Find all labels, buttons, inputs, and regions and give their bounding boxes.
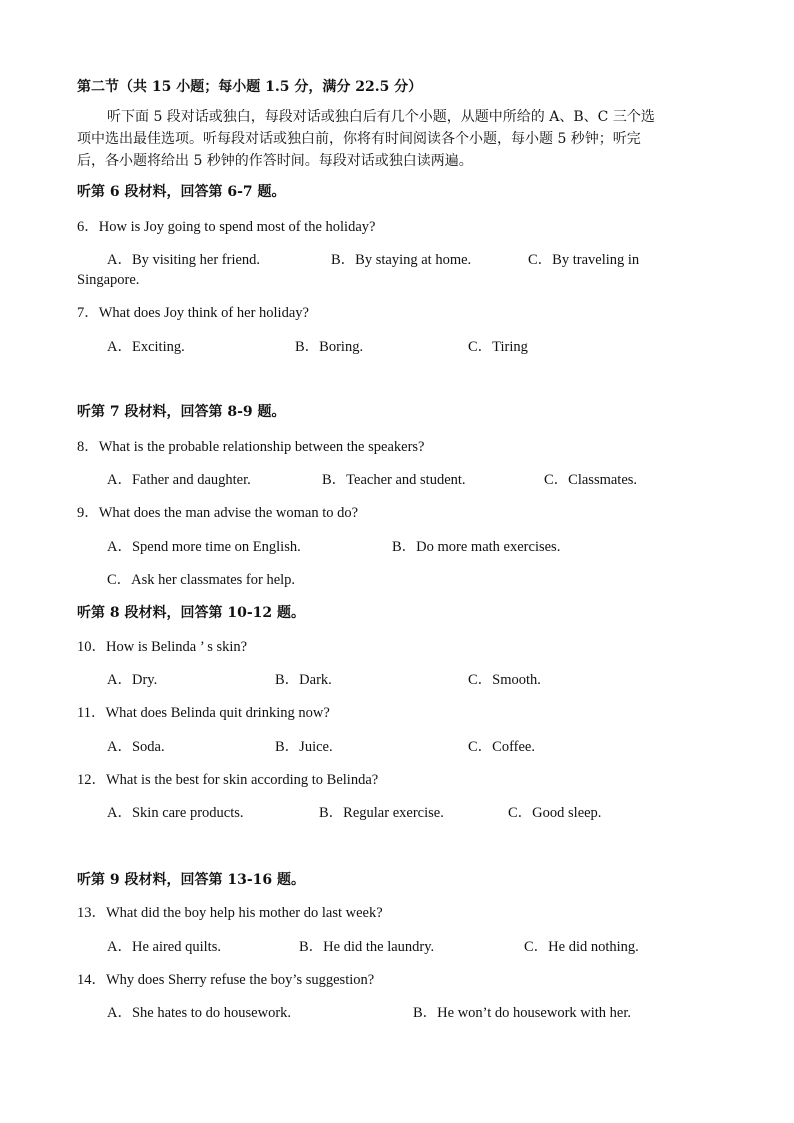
question-6-stem: 6．How is Joy going to spend most of the holiday?: [77, 219, 376, 235]
option-b: B．Do more math exercises.: [392, 539, 561, 555]
option-b: B．Juice.: [275, 739, 333, 755]
option-b: B．He did the laundry.: [299, 939, 435, 955]
option-a: A．Father and daughter.: [107, 472, 251, 488]
option-c: C．Classmates.: [544, 472, 638, 488]
instructions-line-1: 听下面 5 段对话或独白，每段对话或独白后有几个小题，从题中所给的 A、B、C 三个选: [107, 109, 655, 125]
group-header-7: 听第 7 段材料，回答第 8-9 题。: [77, 404, 286, 420]
option-c: C．By traveling in: [528, 252, 640, 268]
option-b: B．He won’t do housework with her.: [413, 1005, 632, 1021]
group-header-9: 听第 9 段材料，回答第 13-16 题。: [77, 872, 306, 888]
option-c: C．Coffee.: [468, 739, 535, 755]
option-a: A．Skin care products.: [107, 805, 244, 821]
option-b: B．Regular exercise.: [319, 805, 444, 821]
option-a: A．Exciting.: [107, 339, 185, 355]
option-a: A．Dry.: [107, 672, 158, 688]
question-12-stem: 12．What is the best for skin according to Belinda?: [77, 772, 379, 788]
option-a: A．Soda.: [107, 739, 165, 755]
question-9-stem: 9．What does the man advise the woman to do?: [77, 505, 359, 521]
group-header-8: 听第 8 段材料，回答第 10-12 题。: [77, 605, 306, 621]
option-a: A．He aired quilts.: [107, 939, 221, 955]
question-10-stem: 10．How is Belinda ’ s skin?: [77, 639, 248, 655]
question-6-option-continuation: Singapore.: [77, 272, 140, 288]
question-8-stem: 8．What is the probable relationship between the speakers?: [77, 439, 425, 455]
option-c: C．Tiring: [468, 339, 528, 355]
question-14-stem: 14．Why does Sherry refuse the boy’s suggestion?: [77, 972, 375, 988]
option-a: A．Spend more time on English.: [107, 539, 301, 555]
option-b: B．Dark.: [275, 672, 332, 688]
question-7-stem: 7．What does Joy think of her holiday?: [77, 305, 309, 321]
option-b: B．By staying at home.: [331, 252, 472, 268]
option-c: C．He did nothing.: [524, 939, 639, 955]
option-b: B．Boring.: [295, 339, 364, 355]
option-c: C．Good sleep.: [508, 805, 602, 821]
section-header: 第二节（共 15 小题；每小题 1.5 分，满分 22.5 分）: [77, 79, 423, 95]
group-header-6: 听第 6 段材料，回答第 6-7 题。: [77, 184, 286, 200]
question-11-stem: 11．What does Belinda quit drinking now?: [77, 705, 330, 721]
instructions-line-2: 项中选出最佳选项。听每段对话或独白前，你将有时间阅读各个小题，每小题 5 秒钟；听完: [77, 131, 641, 147]
question-9-option-c: C．Ask her classmates for help.: [107, 572, 296, 588]
option-c: C．Smooth.: [468, 672, 541, 688]
option-a: A．She hates to do housework.: [107, 1005, 292, 1021]
option-a: A．By visiting her friend.: [107, 252, 261, 268]
question-13-stem: 13．What did the boy help his mother do last week?: [77, 905, 383, 921]
instructions-line-3: 后，各小题将给出 5 秒钟的作答时间。每段对话或独白读两遍。: [77, 153, 473, 169]
option-b: B．Teacher and student.: [322, 472, 466, 488]
